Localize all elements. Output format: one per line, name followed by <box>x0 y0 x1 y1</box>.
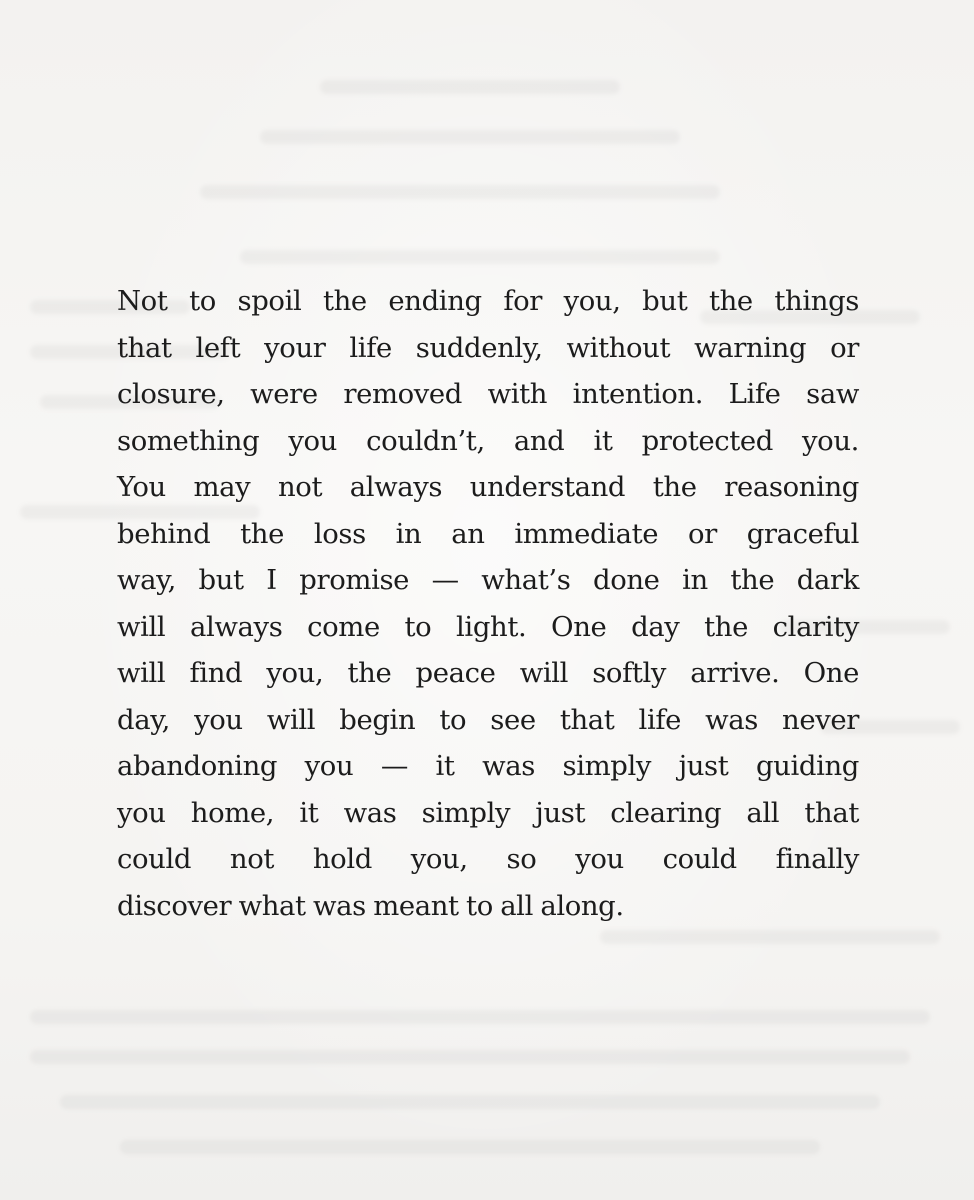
quote-line: will find you, the peace will softly arrive. One <box>117 657 859 689</box>
quote-line: day, you will begin to see that life was never <box>117 703 859 736</box>
quote-line: that left your life suddenly, without warning or <box>117 331 859 364</box>
quote-line: will always come to light. One day the clarity <box>117 610 859 643</box>
quote-line: You may not always understand the reasoning <box>117 471 859 503</box>
quote-line: could not hold you, so you could finally <box>117 843 859 875</box>
quote-line: closure, were removed with intention. Life saw <box>117 378 859 410</box>
quote-line: something you couldn’t, and it protected you. <box>117 424 859 457</box>
quote-paragraph <box>117 278 859 929</box>
quote-line: behind the loss in an immediate or graceful <box>117 517 859 550</box>
quote-line: abandoning you — it was simply just guiding <box>117 750 859 782</box>
quote-line-last: discover what was meant to all along. <box>117 889 624 922</box>
quote-line: you home, it was simply just clearing all that <box>117 796 859 829</box>
quote-line: way, but I promise — what’s done in the dark <box>117 564 859 596</box>
quote-line: Not to spoil the ending for you, but the things <box>117 285 859 317</box>
